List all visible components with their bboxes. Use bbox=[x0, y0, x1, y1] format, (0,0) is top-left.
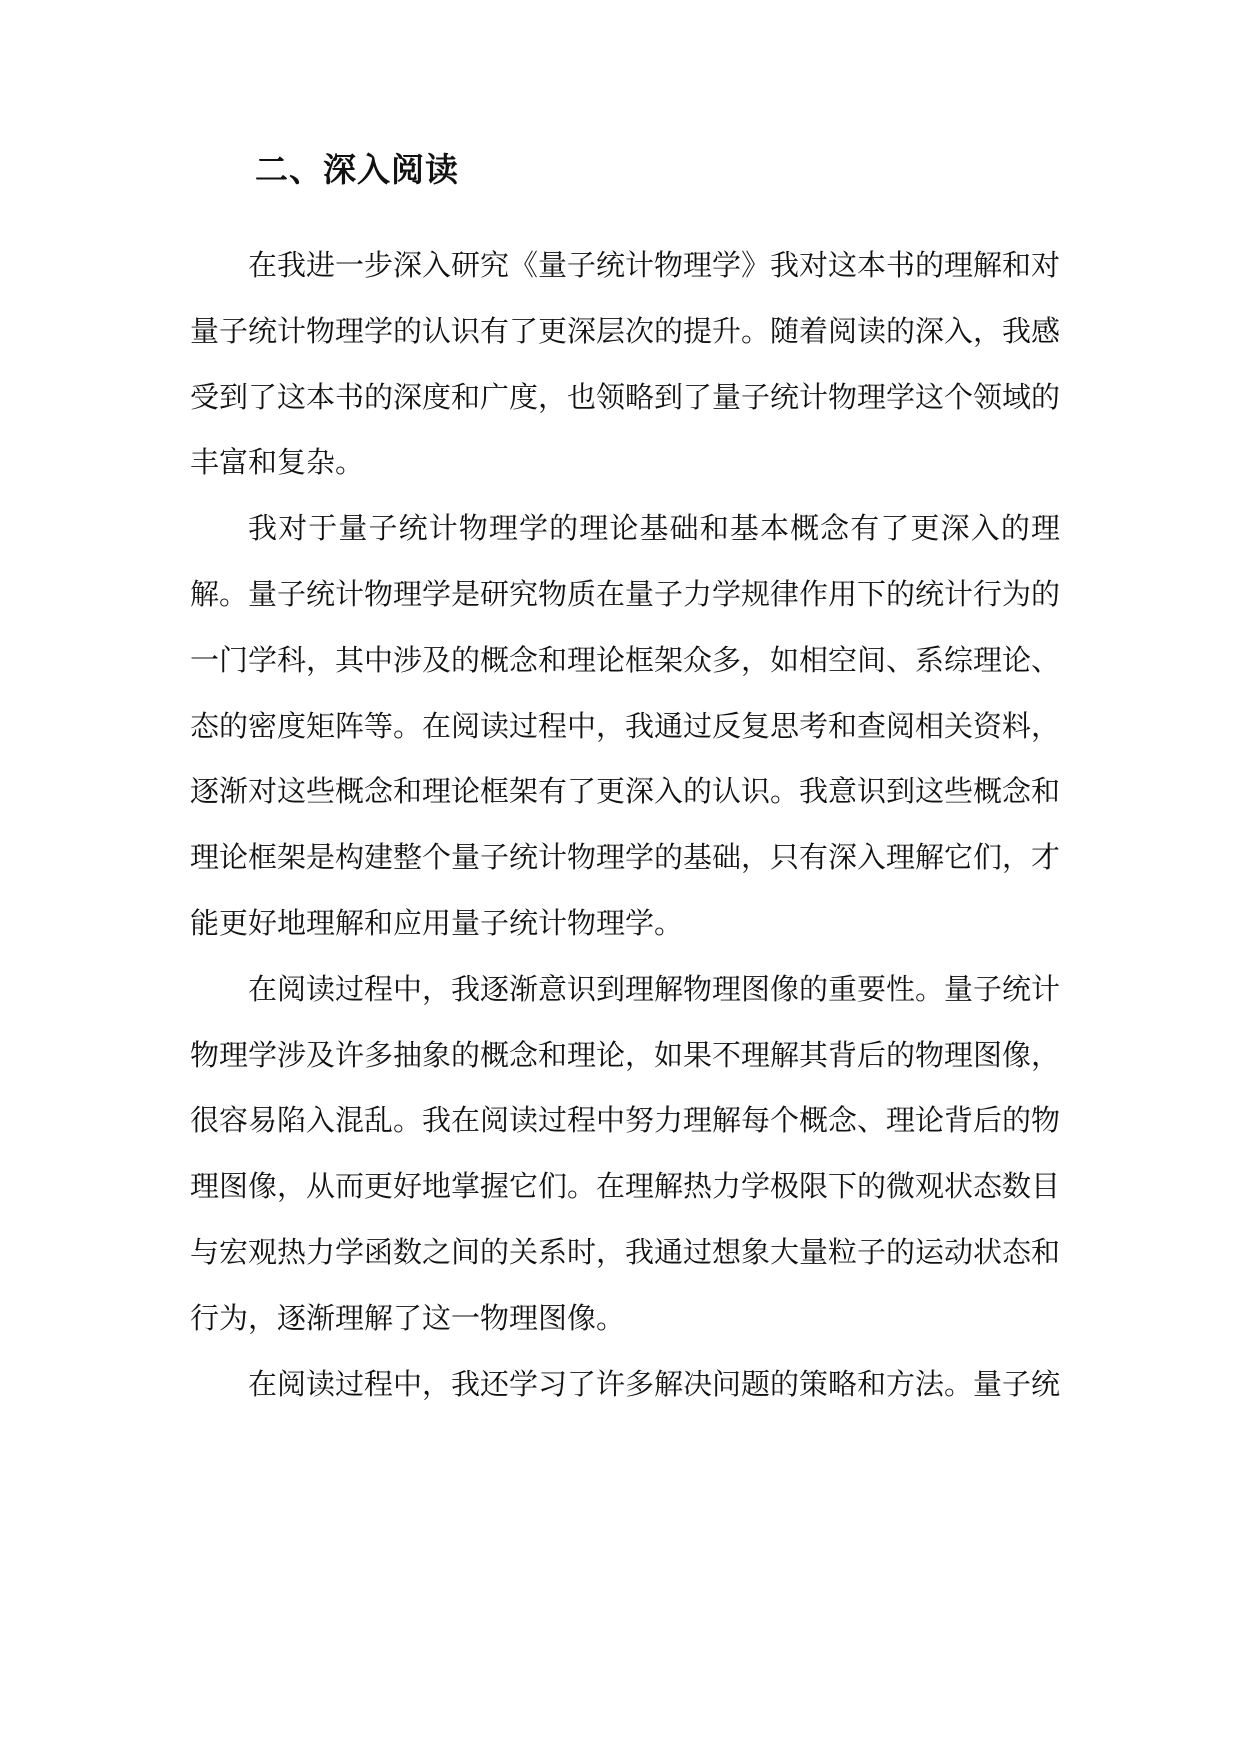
paragraph: 我对于量子统计物理学的理论基础和基本概念有了更深入的理解。量子统计物理学是研究物质在量子力学规律作用下的统计行为的一门学科，其中涉及的概念和理论框架众多，如相空间、系综理论、态的密度矩阵等。在阅读过程中，我通过反复思考和查阅相关资料，逐渐对这些概念和理论框架有了更深入的认识。我意识到这些概念和理论框架是构建整个量子统计物理学的基础，只有深入理解它们，才能更好地理解和应用量子统计物理学。 bbox=[190, 511, 1061, 940]
paragraph: 在我进一步深入研究《量子统计物理学》我对这本书的理解和对量子统计物理学的认识有了更深层次的提升。随着阅读的深入，我感受到了这本书的深度和广度，也领略到了量子统计物理学这个领域的丰富和复杂。 bbox=[190, 248, 1061, 480]
section-heading: 二、深入阅读 bbox=[255, 150, 459, 189]
paragraph: 在阅读过程中，我还学习了许多解决问题的策略和方法。量子统 bbox=[248, 1366, 1061, 1401]
paragraph: 在阅读过程中，我逐渐意识到理解物理图像的重要性。量子统计物理学涉及许多抽象的概念和理论，如果不理解其背后的物理图像，很容易陷入混乱。我在阅读过程中努力理解每个概念、理论背后的物理图像，从而更好地掌握它们。在理解热力学极限下的微观状态数目与宏观热力学函数之间的关系时，我通过想象大量粒子的运动状态和行为，逐渐理解了这一物理图像。 bbox=[190, 971, 1061, 1335]
body-text bbox=[190, 233, 1060, 1417]
